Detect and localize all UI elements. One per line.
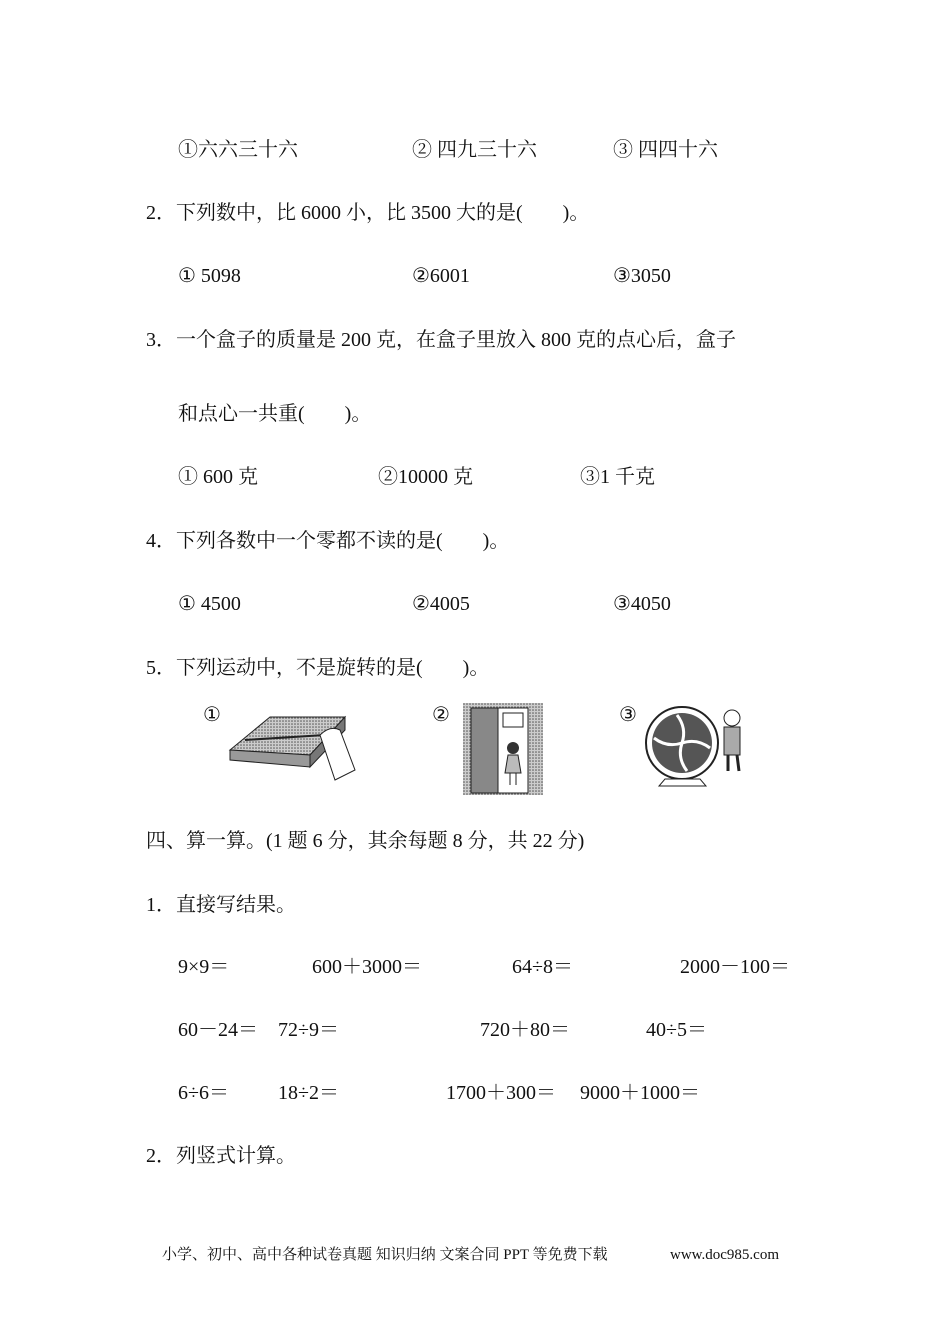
calc-r2-1: 60－24＝ bbox=[178, 1019, 258, 1041]
calc-r2-3: 720＋80＝ bbox=[480, 1019, 570, 1041]
door-image bbox=[463, 703, 543, 795]
calc-r1-1: 9×9＝ bbox=[178, 956, 230, 978]
calc-r1-2: 600＋3000＝ bbox=[312, 956, 422, 978]
q4-option-2: ②4005 bbox=[412, 593, 470, 615]
q3-stem: 3．一个盒子的质量是 200 克，在盒子里放入 800 克的点心后，盒子 bbox=[146, 329, 736, 351]
calc-r3-4: 9000＋1000＝ bbox=[580, 1082, 700, 1104]
s4q1-stem: 1．直接写结果。 bbox=[146, 894, 296, 916]
fan-image bbox=[640, 703, 755, 788]
q2-option-3: ③3050 bbox=[613, 265, 671, 287]
footer-url[interactable]: www.doc985.com bbox=[670, 1247, 780, 1263]
q3-option-2: ②10000 克 bbox=[378, 466, 473, 488]
q5-option-3: ③ bbox=[619, 704, 637, 726]
calc-r1-4: 2000－100＝ bbox=[680, 956, 790, 978]
q2-option-1: ① 5098 bbox=[178, 265, 241, 287]
q2-option-2: ②6001 bbox=[412, 265, 470, 287]
calc-r1-3: 64÷8＝ bbox=[512, 956, 573, 978]
q1-option-1: ①六六三十六 bbox=[178, 139, 298, 161]
q1-option-2: ② 四九三十六 bbox=[412, 139, 537, 161]
q4-option-1: ① 4500 bbox=[178, 593, 241, 615]
q3-option-1: ① 600 克 bbox=[178, 466, 258, 488]
q3-option-3: ③1 千克 bbox=[580, 466, 655, 488]
section-4-title: 四、算一算。(1 题 6 分，其余每题 8 分，共 22 分) bbox=[146, 830, 585, 852]
q1-option-3: ③ 四四十六 bbox=[613, 139, 718, 161]
calc-r3-3: 1700＋300＝ bbox=[446, 1082, 556, 1104]
abacus-image bbox=[225, 705, 360, 785]
s4q2-stem: 2．列竖式计算。 bbox=[146, 1145, 296, 1167]
calc-r3-1: 6÷6＝ bbox=[178, 1082, 229, 1104]
calc-r3-2: 18÷2＝ bbox=[278, 1082, 339, 1104]
q4-option-3: ③4050 bbox=[613, 593, 671, 615]
footer-text: 小学、初中、高中各种试卷真题 知识归纳 文案合同 PPT 等免费下载 bbox=[162, 1247, 608, 1263]
q5-stem: 5．下列运动中，不是旋转的是( )。 bbox=[146, 657, 490, 679]
q4-stem: 4．下列各数中一个零都不读的是( )。 bbox=[146, 530, 510, 552]
q2-stem: 2．下列数中，比 6000 小，比 3500 大的是( )。 bbox=[146, 202, 590, 224]
q3-stem-cont: 和点心一共重( )。 bbox=[178, 403, 372, 425]
calc-r2-2: 72÷9＝ bbox=[278, 1019, 339, 1041]
q5-option-1: ① bbox=[203, 704, 221, 726]
q5-option-2: ② bbox=[432, 704, 450, 726]
calc-r2-4: 40÷5＝ bbox=[646, 1019, 707, 1041]
